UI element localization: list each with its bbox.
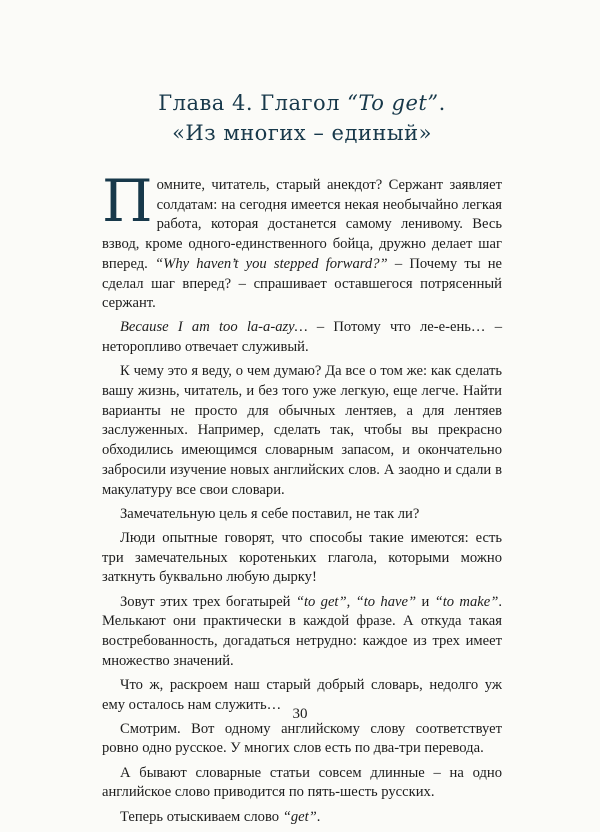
paragraph-text: – Почему ты не сделал шаг вперед? – спрашивает оставшегося потрясенный сержант. — [102, 255, 503, 312]
paragraph-9: А бывают словарные статьи совсем длинные – на одно английское слово приводится по пять-шесть русских. — [102, 764, 502, 801]
paragraph-text: – Потому что ле-е-ень… – неторопливо отвечает служивый. — [102, 319, 503, 356]
paragraph-text: омните, читатель, старый анекдот? Сержант заявляет солдатам: на сегодня имеется некая необычайно легкая работа, которая достанется самому ленивому. Весь взвод, кроме одного-единственного бойца, дружно делает шаг вперед. — [102, 177, 502, 272]
english-quote: Because I am too la-a-azy… — [120, 319, 308, 336]
paragraph-5: Люди опытные говорят, что способы такие имеются: есть три замечательных коротеньких глагола, которыми можно заткнуть буквально любую дырку! — [102, 529, 502, 586]
paragraph-8: Смотрим. Вот одному английскому слову соответствует ровно одно русское. У многих слов есть по два-три перевода. — [102, 720, 502, 757]
english-quote: “Why haven’t you stepped forward?” — [155, 255, 388, 272]
paragraph-10 — [102, 808, 502, 828]
paragraph-6 — [102, 593, 502, 672]
page-number: 30 — [292, 706, 308, 722]
paragraph-text: . Мелькают они практически в каждой фразе. А откуда такая востребованность, догадаться нетрудно: каждое из трех имеет множество значений. — [102, 593, 502, 669]
separator: , — [346, 593, 356, 610]
paragraph-text: Зовут этих трех богатырей — [120, 593, 296, 610]
paragraph-3: К чему это я веду, о чем думаю? Да все о том же: как сделать вашу жизнь, читатель, и без того уже легкую, еще легче. Найти варианты не просто для обычных лентяев, а для лентяев заслуженных. Например, сделать так, чтобы вы прекрасно обходились имеющимся словарным запасом, и окончательно забросили изучение новых английских слов. А заодно и сдали в макулатуру все свои словари. — [102, 363, 502, 498]
title-prefix: Глава 4. Глагол — [158, 91, 348, 115]
verb-to-have: “to have” — [355, 593, 417, 610]
verb-to-make: “to make” — [434, 593, 499, 610]
chapter-title-line2: «Из многих – единый» — [172, 121, 432, 145]
title-suffix: . — [438, 91, 446, 115]
paragraph-1 — [102, 167, 503, 314]
english-word: “get” — [282, 808, 317, 825]
chapter-title-line1 — [102, 88, 502, 118]
drop-cap: П — [102, 167, 153, 235]
paragraph-end: . — [316, 808, 321, 825]
paragraph-text: Теперь отыскиваем слово — [120, 808, 283, 825]
separator: и — [416, 593, 435, 610]
verb-to-get: “to get” — [295, 593, 347, 610]
paragraph-2 — [102, 318, 502, 357]
paragraph-4: Замечательную цель я себе поставил, не так ли? — [120, 505, 420, 522]
chapter-title — [102, 88, 502, 148]
chapter-body — [102, 167, 503, 827]
paragraph-7: Что ж, раскроем наш старый добрый словарь, недолго уж ему осталось нам служить… — [102, 676, 502, 713]
title-verb: “To get” — [347, 91, 439, 115]
